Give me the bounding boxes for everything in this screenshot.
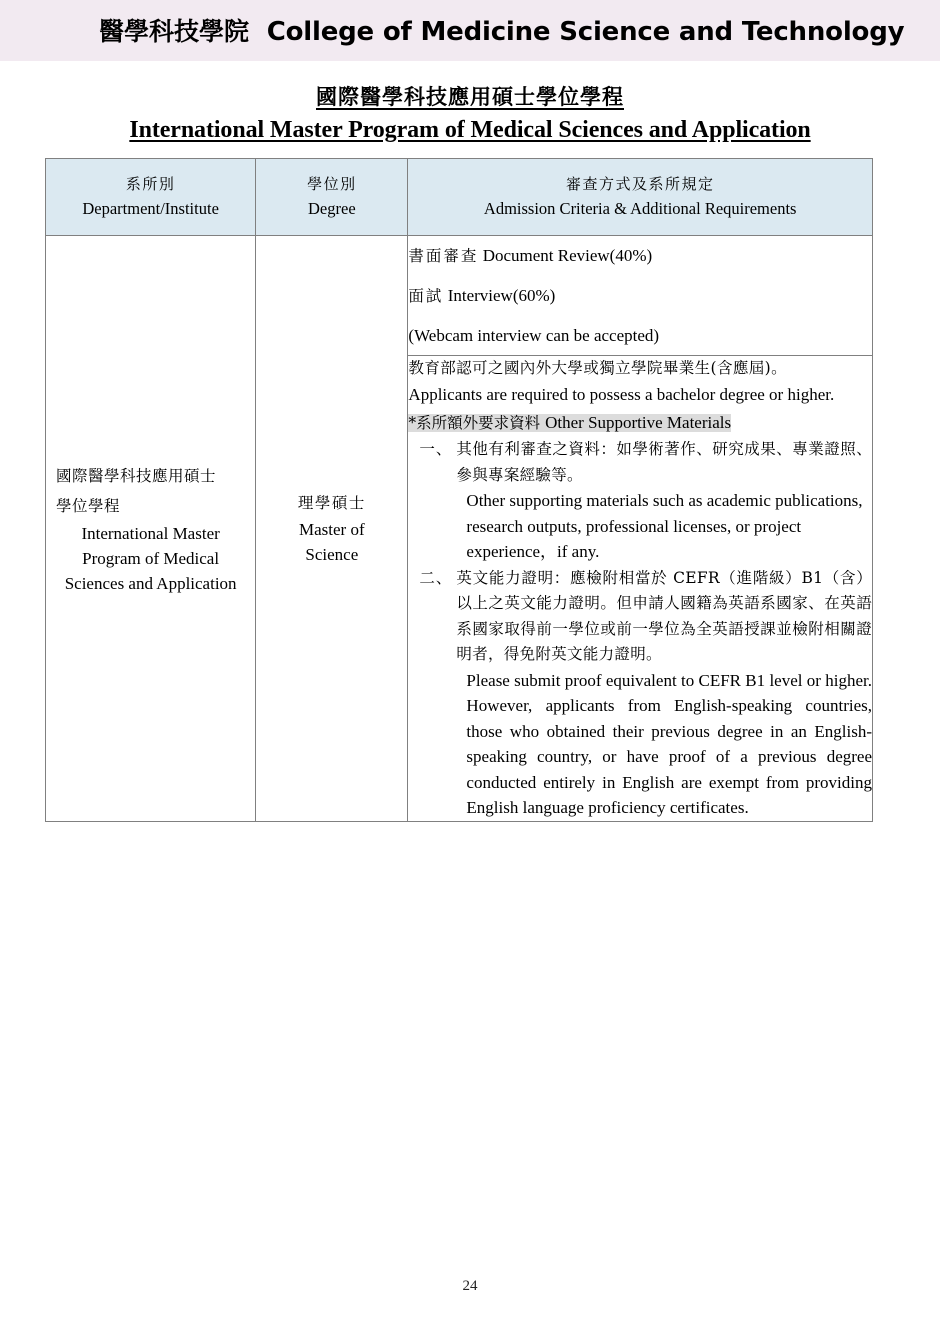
degree-en-line1: Master of xyxy=(299,520,365,540)
list-item xyxy=(408,437,872,565)
other-supportive-materials-heading xyxy=(408,410,872,436)
banner-title-zh: 醫學科技學院 xyxy=(99,17,250,46)
page-title-zh: 國際醫學科技應用碩士學位學程 xyxy=(316,84,624,109)
criteria-requirements-row xyxy=(408,356,872,821)
criteria-subtable xyxy=(408,236,872,821)
column-header-criteria xyxy=(408,159,873,236)
requirements-zh-intro: 教育部認可之國內外大學或獨立學院畢業生(含應屆)。 xyxy=(408,359,788,377)
degree-zh: 理學碩士 xyxy=(297,494,366,513)
requirements-en-intro: Applicants are required to possess a bachelor degree or higher. xyxy=(408,384,835,404)
column-header-department-en: Department/Institute xyxy=(82,199,219,218)
list-item-2-zh: 英文能力證明：應檢附相當於 CEFR（進階級）B1（含）以上之英文能力證明。但申請人國籍為英語系國家、在英語系國家取得前一學位或前一學位為全英語授課並檢附相關證明者，得免附英文能力證明。 xyxy=(456,568,872,663)
list-item-body-1 xyxy=(456,437,872,565)
department-en-line1: International Master xyxy=(81,523,220,543)
interview-label-en: Interview(60%) xyxy=(447,286,556,305)
cell-criteria xyxy=(408,236,873,822)
list-item-1-en: Other supporting materials such as academic publications, research outputs, professional licenses, or project experience，if any. xyxy=(466,491,863,561)
degree-en-line2: Science xyxy=(305,545,359,565)
document-review-label-zh: 書面審查 xyxy=(408,247,479,265)
list-item-marker-2: 二、 xyxy=(419,568,453,587)
criteria-review-row xyxy=(408,236,872,356)
column-header-degree-en: Degree xyxy=(308,199,356,218)
department-en-line2: Program of Medical xyxy=(82,548,220,568)
list-item-1-zh: 其他有利審查之資料：如學術著作、研究成果、專業證照、參與專案經驗等。 xyxy=(456,440,872,484)
page-title xyxy=(0,80,940,146)
highlight-band xyxy=(408,414,731,432)
other-supportive-materials-en: Other Supportive Materials xyxy=(545,413,732,432)
criteria-review-line3: (Webcam interview can be accepted) xyxy=(408,326,660,345)
cell-degree xyxy=(256,236,408,822)
admission-table xyxy=(45,158,873,822)
banner-title-en: College of Medicine Science and Technology xyxy=(266,17,905,47)
table-header-row xyxy=(46,159,873,236)
list-item-body-2 xyxy=(456,566,872,821)
department-zh-line2: 學位學程 xyxy=(56,496,121,515)
other-supportive-materials-zh: *系所額外要求資料 xyxy=(408,414,546,432)
requirements-list xyxy=(408,437,872,821)
page-banner xyxy=(0,0,940,61)
banner-title-group xyxy=(99,12,904,48)
interview-label-zh: 面試 xyxy=(408,287,444,305)
column-header-criteria-zh: 審查方式及系所規定 xyxy=(565,175,715,193)
list-item xyxy=(408,566,872,821)
page-title-en: International Master Program of Medical Sciences and Application xyxy=(129,117,811,143)
column-header-criteria-en: Admission Criteria & Additional Requirements xyxy=(483,199,797,218)
column-header-degree xyxy=(256,159,408,236)
column-header-department xyxy=(46,159,256,236)
page-number: 24 xyxy=(462,1278,478,1294)
criteria-requirements-block xyxy=(408,356,872,821)
criteria-review-block xyxy=(408,236,872,356)
column-header-degree-zh: 學位別 xyxy=(307,175,357,193)
criteria-review-line1 xyxy=(408,236,872,276)
department-zh-line1: 國際醫學科技應用碩士 xyxy=(56,466,217,485)
criteria-review-line2 xyxy=(408,276,872,316)
column-header-department-zh: 系所別 xyxy=(125,175,176,193)
table-row xyxy=(46,236,873,822)
department-en-line3: Sciences and Application xyxy=(64,573,237,593)
cell-department xyxy=(46,236,256,822)
list-item-marker-1: 一、 xyxy=(419,440,453,458)
list-item-2-en: Please submit proof equivalent to CEFR B1 level or higher. However, applicants from English-speaking countries, those who obtained their previous degree in an English-speaking country, or have proof of a previous degree conducted entirely in English are exempt from providing English language proficiency certificates. xyxy=(466,670,872,817)
document-review-label-en: Document Review(40%) xyxy=(482,246,653,265)
